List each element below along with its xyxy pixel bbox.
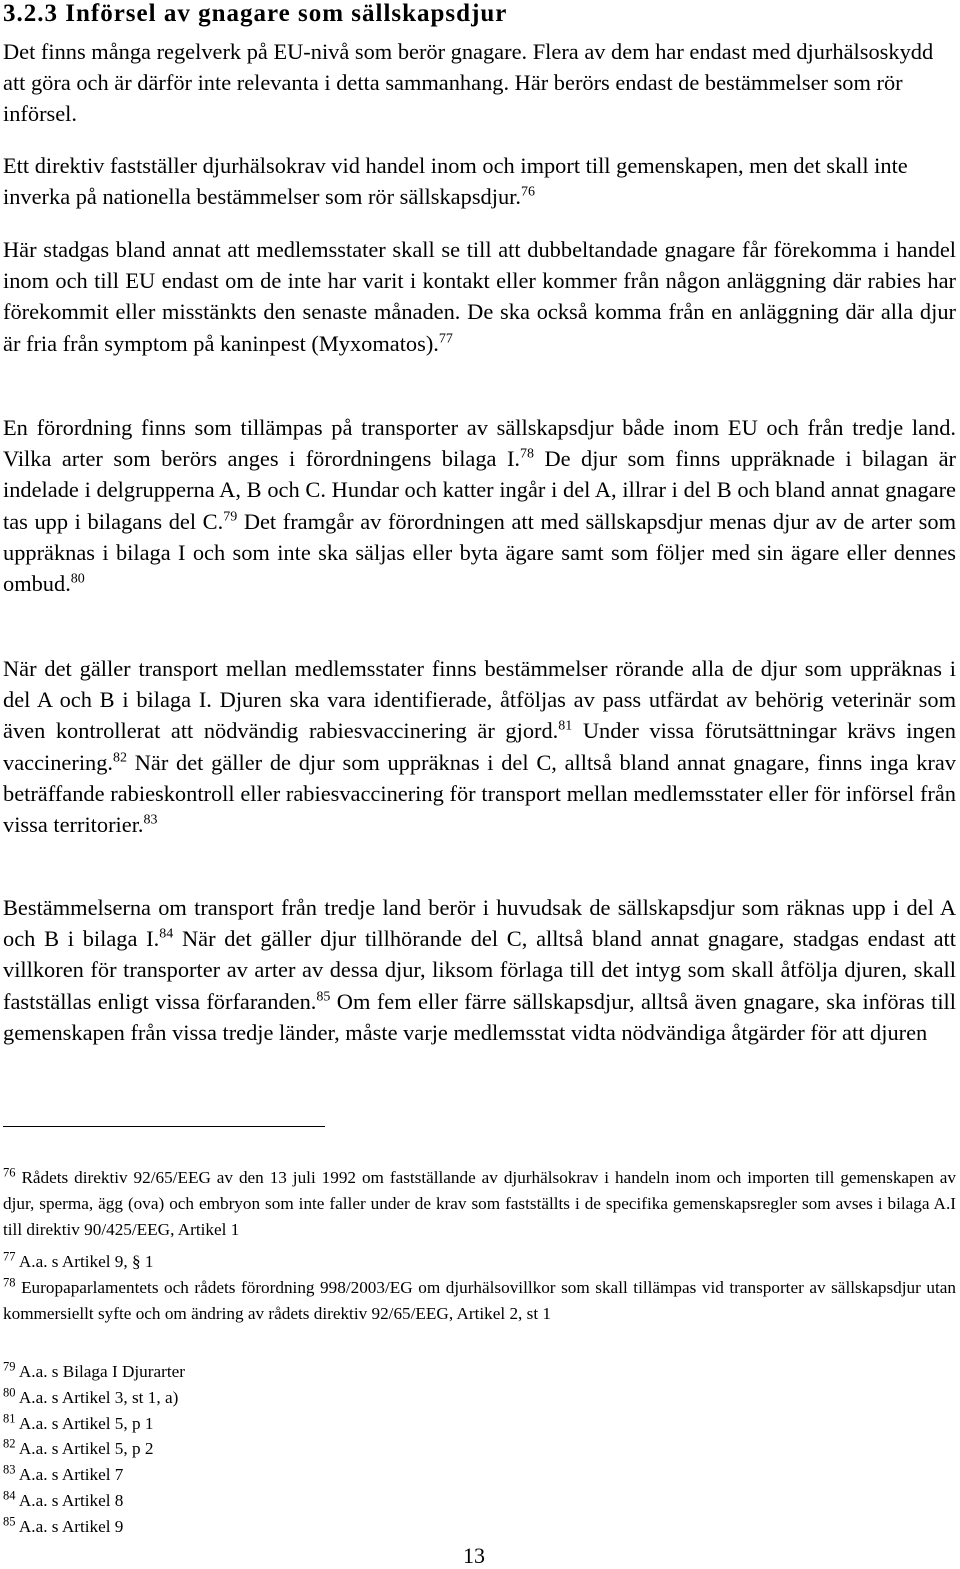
paragraph-6 xyxy=(3,892,956,1048)
footnote-78 xyxy=(3,1275,956,1327)
paragraph-5-text-b: Under vissa förutsättningar krävs ingen vaccinering. xyxy=(3,718,956,775)
footnote-number: 81 xyxy=(3,1411,16,1426)
footnote-number: 80 xyxy=(3,1385,16,1400)
paragraph-1-text: Det finns många regelverk på EU-nivå som berör gnagare. Flera av dem har endast med djurhälsoskydd att göra och är därför inte relevanta i detta sammanhang. Här berörs endast de bestämmelser som rör införsel. xyxy=(3,39,934,127)
footnote-number: 83 xyxy=(3,1462,16,1477)
footnote-number: 85 xyxy=(3,1514,16,1529)
paragraph-2-text: Ett direktiv fastställer djurhälsokrav vid handel inom och import till gemenskapen, men det skall inte inverka på nationella bestämmelser som rör sällskapsdjur. xyxy=(3,153,908,210)
footnote-76 xyxy=(3,1165,956,1243)
footnote-ref-81[interactable]: 81 xyxy=(558,718,573,734)
footnote-text: A.a. s Artikel 8 xyxy=(18,1491,124,1510)
footnote-text: A.a. s Artikel 7 xyxy=(18,1465,124,1484)
paragraph-4 xyxy=(3,412,956,599)
paragraph-5-text-c: När det gäller de djur som uppräknas i del C, alltså bland annat gnagare, finns inga krav beträffande rabieskontroll eller rabiesvaccinering för transport mellan medlemsstater eller för införsel från vissa territorier. xyxy=(3,749,956,838)
footnote-ref-82[interactable]: 82 xyxy=(113,750,128,766)
paragraph-2 xyxy=(3,150,956,212)
footnote-number: 82 xyxy=(3,1436,16,1451)
paragraph-5-text-a: När det gäller transport mellan medlemsstater finns bestämmelser rörande alla de djur som uppräknas i del A och B i bilaga I. Djuren ska vara identifierade, åtföljas av pass utfärdat av behörig veterinär som även kontrollerat att nödvändig rabiesvaccinering är gjord. xyxy=(3,656,956,744)
paragraph-4-text-b: De djur som finns uppräknade i bilagan är indelade i delgrupperna A, B och C. Hundar och katter ingår i del A, illrar i del B och bland annat gnagare tas upp i bilagans del C. xyxy=(3,446,957,534)
footnote-text: A.a. s Bilaga I Djurarter xyxy=(18,1362,185,1381)
footnote-number: 84 xyxy=(3,1488,16,1503)
paragraph-6-text-c: Om fem eller färre sällskapsdjur, alltså även gnagare, ska införas till gemenskapen från vissa tredje länder, måste varje medlemsstat vidta nödvändiga åtgärder för att djuren xyxy=(3,988,956,1045)
footnote-85 xyxy=(3,1514,956,1540)
paragraph-1 xyxy=(3,36,956,130)
footnote-number: 76 xyxy=(3,1165,16,1180)
paragraph-5 xyxy=(3,653,956,840)
footnote-82 xyxy=(3,1436,956,1462)
footnote-79 xyxy=(3,1359,956,1385)
footnote-ref-76[interactable]: 76 xyxy=(520,184,535,200)
footnote-ref-79[interactable]: 79 xyxy=(223,509,238,525)
footnote-text: A.a. s Artikel 5, p 2 xyxy=(18,1439,154,1458)
section-heading: 3.2.3 Införsel av gnagare som sällskapsdjur xyxy=(3,0,508,27)
footnote-83 xyxy=(3,1462,956,1488)
paragraph-3-text: Här stadgas bland annat att medlemsstater skall se till att dubbeltandade gnagare får förekomma i handel inom och till EU endast om de inte har varit i kontakt eller kommer från någon anläggning där rabies har förekommit eller misstänkts den senaste månaden. De ska också komma från en anläggning där alla djur är fria från symptom på kaninpest (Myxomatos). xyxy=(3,237,956,356)
footnote-text: A.a. s Artikel 9 xyxy=(18,1517,124,1536)
footnote-81 xyxy=(3,1411,956,1437)
paragraph-6-text-a: Bestämmelserna om transport från tredje land berör i huvudsak de sällskapsdjur som räknas upp i del A och B i bilaga I. xyxy=(3,895,956,952)
footnote-separator xyxy=(3,1126,325,1127)
footnote-text: A.a. s Artikel 3, st 1, a) xyxy=(18,1388,179,1407)
footnote-text: A.a. s Artikel 9, § 1 xyxy=(18,1252,154,1271)
footnote-80 xyxy=(3,1385,956,1411)
page-number: 13 xyxy=(463,1543,485,1568)
paragraph-6-text-b: När det gäller djur tillhörande del C, alltså bland annat gnagare, stadgas endast att villkoren för transporter av arter av dessa djur, liksom förlaga till det intyg som skall åtfölja djuren, skall fastställas enligt vissa förfaranden. xyxy=(3,926,957,1014)
footnote-ref-85[interactable]: 85 xyxy=(316,989,331,1005)
footnote-text: A.a. s Artikel 5, p 1 xyxy=(18,1414,154,1433)
footnote-number: 78 xyxy=(3,1275,16,1290)
footnote-text: Rådets direktiv 92/65/EEG av den 13 juli 1992 om fastställande av djurhälsokrav i handeln inom och importen till gemenskapen av djur, sperma, ägg (ova) och embryon som inte faller under de krav som fastställts i de specifika gemenskapsregler som avses i bilaga A.I till direktiv 90/425/EEG, Artikel 1 xyxy=(3,1168,957,1239)
paragraph-4-text-c: Det framgår av förordningen att med sällskapsdjur menas djur av de arter som uppräknas i bilaga I och som inte ska säljas eller byta ägare samt som följer med sin ägare eller dennes ombud. xyxy=(3,508,957,597)
footnote-ref-84[interactable]: 84 xyxy=(159,926,174,942)
footnote-77 xyxy=(3,1249,956,1275)
paragraph-4-text-a: En förordning finns som tillämpas på transporter av sällskapsdjur både inom EU och från tredje land. Vilka arter som berörs anges i förordningens bilaga I. xyxy=(3,415,956,472)
footnote-number: 77 xyxy=(3,1249,16,1264)
paragraph-3 xyxy=(3,234,956,359)
footnote-number: 79 xyxy=(3,1359,16,1374)
footnote-ref-80[interactable]: 80 xyxy=(70,571,85,587)
footnote-84 xyxy=(3,1488,956,1514)
footnote-ref-77[interactable]: 77 xyxy=(438,331,453,347)
footnote-ref-83[interactable]: 83 xyxy=(143,812,158,828)
footnote-text: Europaparlamentets och rådets förordning 998/2003/EG om djurhälsovillkor som skall tillämpas vid transporter av sällskapsdjur utan kommersiellt syfte och om ändring av rådets direktiv 92/65/EEG, Artikel 2, st 1 xyxy=(3,1278,957,1323)
footnote-ref-78[interactable]: 78 xyxy=(520,446,535,462)
